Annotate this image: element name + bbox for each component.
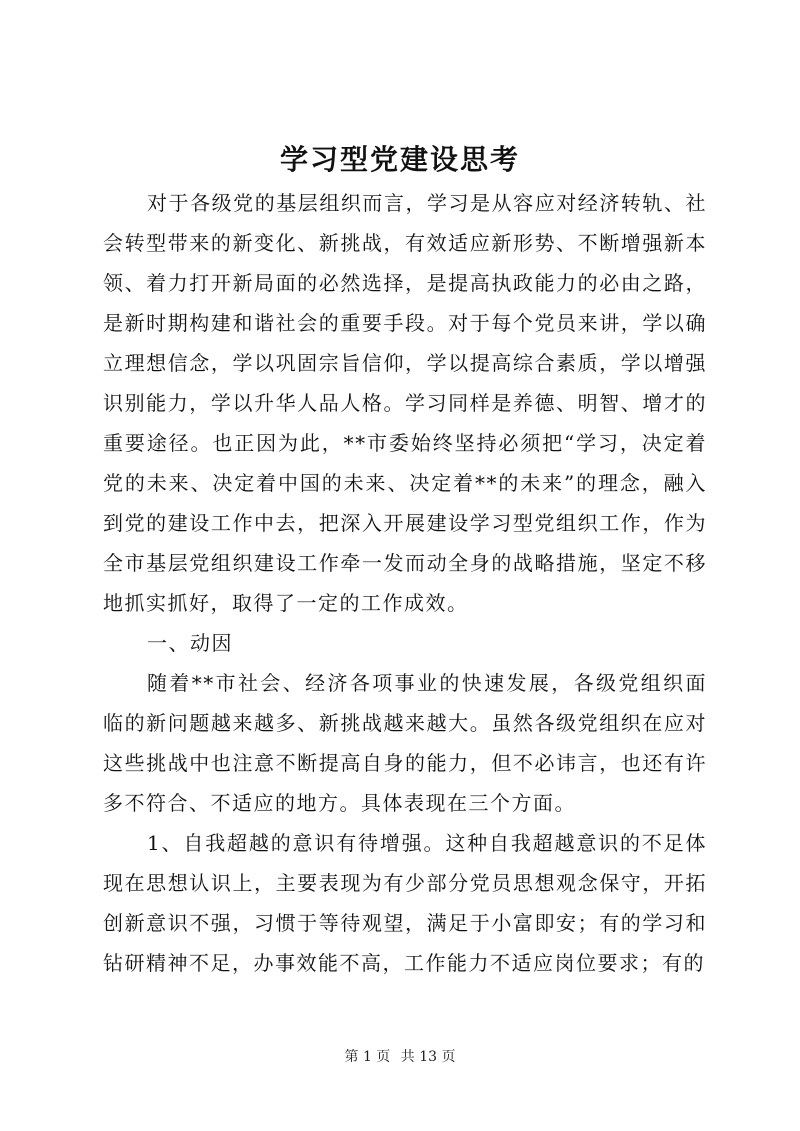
paragraph-motivation: 随着**市社会、经济各项事业的快速发展，各级党组织面临的新问题越来越多、新挑战越来越大。虽然各级党组织在应对这些挑战中也注意不断提高自身的能力，但不必讳言，也还有许多不符合、不适应的地方。具体表现在三个方面。: [103, 671, 707, 815]
page-number: 第 1 页: [344, 1049, 391, 1065]
page-title: 学习型党建设思考: [279, 143, 520, 176]
page-total: 共 13 页: [400, 1049, 456, 1065]
section-heading-motivation: 一、动因: [147, 631, 233, 655]
paragraph-point-1: 1、自我超越的意识有待增强。这种自我超越意识的不足体现在思想认识上，主要表现为有少部分党员思想观念保守，开拓创新意识不强，习惯于等待观望，满足于小富即安；有的学习和钻研精神不足，办事效能不高，工作能力不适应岗位要求；有的: [103, 831, 707, 975]
paragraph-intro: 对于各级党的基层组织而言，学习是从容应对经济转轨、社会转型带来的新变化、新挑战，有效适应新形势、不断增强新本领、着力打开新局面的必然选择，是提高执政能力的必由之路，是新时期构建和谐社会的重要手段。对于每个党员来讲，学以确立理想信念，学以巩固宗旨信仰，学以提高综合素质，学以增强识别能力，学以升华人品人格。学习同样是养德、明智、增才的重要途径。也正因为此，**市委始终坚持必须把“学习，决定着党的未来、决定着中国的未来、决定着**的未来”的理念，融入到党的建设工作中去，把深入开展建设学习型党组织工作，作为全市基层党组织建设工作牵一发而动全身的战略措施，坚定不移地抓实抓好，取得了一定的工作成效。: [103, 191, 707, 615]
page-footer: [0, 1047, 800, 1067]
document-body: [103, 183, 707, 983]
